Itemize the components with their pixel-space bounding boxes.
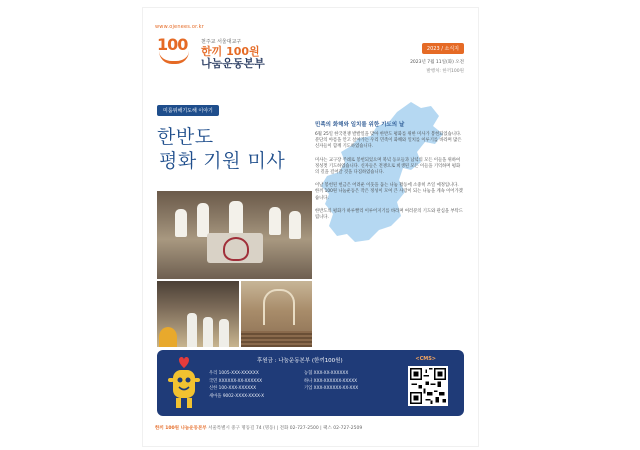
account-left-2: 국민 XXXXXX-XX-XXXXXX (209, 378, 263, 384)
paragraph-1: 6월 25일 한국전쟁 발발일을 맞아 한반도 평화를 위한 미사가 봉헌되었습니다. 분단의 아픔을 안고 살아가는 우리 민족이 화해와 일치를 이루기를 바라며 많은 신자들이 함께 기도하였습니다. (315, 132, 462, 150)
account-right-1: 농협 XXX-XX-XXXXXX (304, 371, 349, 376)
bank-accounts (209, 370, 399, 400)
footer-address: 서울특별시 중구 명동길 74 (명동) | 전화 02-727-2500 | 팩스 02-727-2509 (208, 426, 363, 431)
article-title (157, 125, 285, 173)
paragraph-4: 한반도의 평화가 하루빨리 이루어지기를 바라며 여러분의 기도와 관심을 부탁드립니다. (315, 208, 463, 221)
paragraph-3: 이날 봉헌된 헌금은 어려운 이웃을 돕는 나눔 활동에 소중히 쓰일 예정입니다. 한끼 100원 나눔운동은 작은 정성이 모여 큰 사랑이 되는 나눔을 계속 이어가겠습니다. (315, 183, 463, 201)
issue-date: 2023년 7월 11일(화) 오전 (410, 60, 464, 65)
account-left-4: 새마을 9002-XXXX-XXXX-X (209, 393, 265, 399)
newsletter-page (143, 8, 478, 446)
church-interior-photo (241, 281, 312, 347)
account-right-3: 기업 XXX-XXXXXX-XX-XXX (304, 386, 359, 392)
brand-subtitle: 천주교 서울대교구 (201, 39, 242, 45)
mass-altar-photo (157, 191, 312, 279)
smile-logo-icon: 100 (157, 37, 197, 65)
issue-publisher: 발행처: 한끼100원 (426, 69, 464, 74)
account-right-2: 하나 XXX-XXXXXX-XXXXX (304, 378, 358, 384)
section-label: 미룸위해기도해 이야기 (157, 105, 219, 116)
donation-title: 후원금 : 나눔운동본부 (한끼100원) (257, 358, 343, 364)
procession-photo (157, 281, 239, 347)
account-left-1: 우리 1005-XXX-XXXXXX (209, 371, 259, 376)
title-line-2: 평화 기원 미사 (159, 150, 286, 172)
paragraph-2: 미사는 교구장 주례로 봉헌되었으며 북녘 동포들과 남녘의 모든 이들을 위하여 정성껏 기도하였습니다. 신자들은 전쟁으로 희생된 모든 이들을 기억하며 평화의 길을 걸어갈 것을 다짐하였습니다. (315, 157, 461, 176)
brand-name (201, 46, 265, 70)
title-line-1: 한반도 (157, 126, 214, 148)
mascot-icon (167, 356, 201, 412)
issue-badge: 2023 / 소식지 (422, 43, 464, 54)
donation-box (157, 350, 464, 416)
brand-line-1: 한끼 100원 (201, 45, 260, 58)
cms-label: <CMS> (415, 356, 436, 362)
footer-brand: 한끼 100원 나눔운동본부 (155, 426, 207, 431)
article-subhead: 민족의 화해와 일치를 위한 기도의 날 (315, 122, 405, 128)
account-left-3: 신한 100-XXX-XXXXXX (209, 386, 257, 392)
article-body (315, 132, 463, 228)
brand-line-2: 나눔운동본부 (201, 57, 265, 70)
footer (155, 425, 466, 431)
site-url[interactable]: www.ojenees.or.kr (155, 24, 205, 30)
qr-code-icon[interactable] (408, 366, 448, 406)
